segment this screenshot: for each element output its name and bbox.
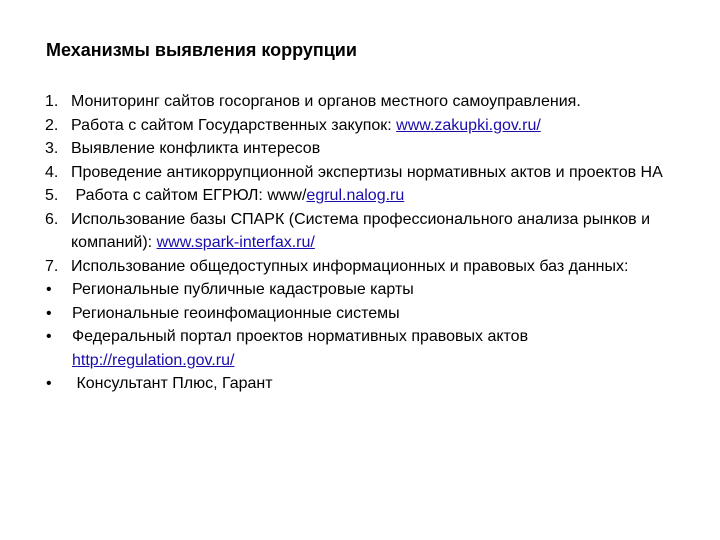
list-item-content xyxy=(71,208,685,255)
list-item-link[interactable]: www.zakupki.gov.ru/ xyxy=(396,116,541,134)
list-item xyxy=(45,278,685,302)
list-item xyxy=(45,90,685,114)
list-item xyxy=(45,372,685,396)
list-item xyxy=(45,302,685,326)
list-item-text: Мониторинг сайтов госорганов и органов местного самоуправления. xyxy=(71,93,581,110)
bullet-marker: • xyxy=(46,281,52,298)
list-item-content xyxy=(71,184,685,208)
list-item-text: Региональные геоинфомационные системы xyxy=(72,304,400,322)
number-marker: 5. xyxy=(45,187,59,204)
list-item-text: Использование базы СПАРК (Система профессионального анализа рынков и компаний): xyxy=(71,210,655,251)
list-item-content xyxy=(71,255,685,279)
list-item xyxy=(45,255,685,279)
list-item xyxy=(45,208,685,255)
bullet-marker: • xyxy=(46,328,52,345)
bullet-marker: • xyxy=(46,375,52,392)
number-marker: 2. xyxy=(45,116,59,134)
list-item-content xyxy=(72,302,685,326)
list-item-text: Работа с сайтом Государственных закупок: xyxy=(71,116,397,134)
list-item-text: Федеральный портал проектов нормативных правовых актов xyxy=(72,328,533,345)
number-marker: 1. xyxy=(45,93,59,110)
list-item-text: Работа с сайтом ЕГРЮЛ: www/ xyxy=(71,187,307,204)
list-item-content xyxy=(71,114,685,138)
list-item-content xyxy=(72,325,685,372)
list-item-text: Выявление конфликта интересов xyxy=(71,140,321,157)
list-item-content xyxy=(72,278,685,302)
list-item-content xyxy=(71,161,685,185)
list-item-content xyxy=(71,90,685,114)
list-item xyxy=(45,161,685,185)
list-item-content xyxy=(71,137,685,161)
number-marker: 4. xyxy=(45,163,59,181)
number-marker: 7. xyxy=(45,257,59,275)
slide-title: Механизмы выявления коррупции xyxy=(46,40,357,60)
list-item xyxy=(45,184,685,208)
list-item-text: Консультант Плюс, Гарант xyxy=(72,375,273,392)
list-item-text: Проведение антикоррупционной экспертизы нормативных актов и проектов НА xyxy=(71,163,663,181)
list-item-text: Региональные публичные кадастровые карты xyxy=(72,281,414,298)
list-item xyxy=(45,137,685,161)
number-marker: 3. xyxy=(45,140,59,157)
list-item-content xyxy=(72,372,685,396)
list-item-link[interactable]: www.spark-interfax.ru/ xyxy=(156,234,315,251)
list-item xyxy=(45,114,685,138)
number-marker: 6. xyxy=(45,210,59,228)
list-item-link[interactable]: http://regulation.gov.ru/ xyxy=(72,351,235,369)
list-item-text: Использование общедоступных информационных и правовых баз данных: xyxy=(71,257,629,275)
mechanisms-list xyxy=(45,90,685,396)
list-item xyxy=(45,325,685,372)
bullet-marker: • xyxy=(46,304,52,322)
list-item-link[interactable]: egrul.nalog.ru xyxy=(306,187,405,204)
